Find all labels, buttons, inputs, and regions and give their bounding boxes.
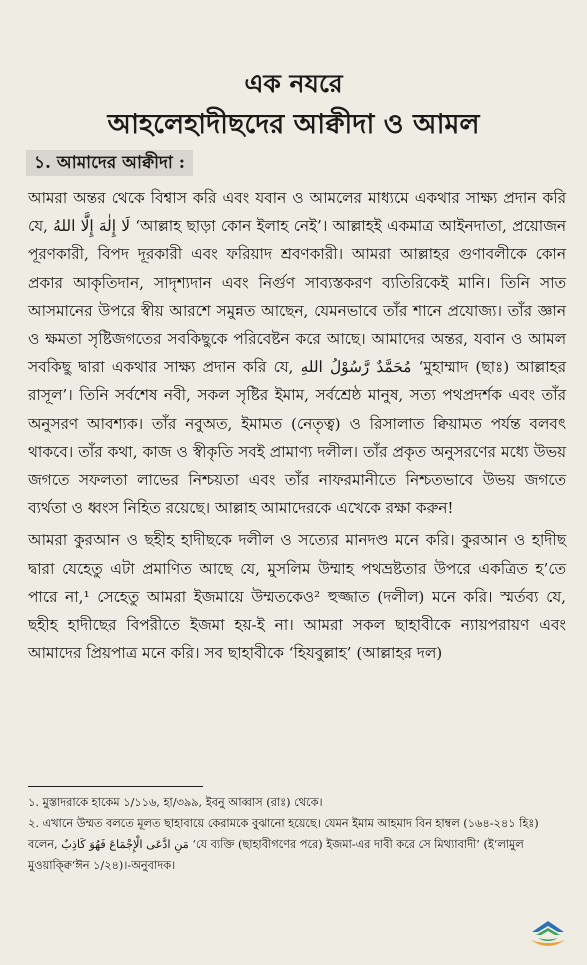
footnote: ২. এখানে উম্মত বলতে মূলত ছাহাবায়ে কেরামকে বুঝানো হয়েছে। যেমন ইমাম আহমাদ বিন হাম্বল (১৬৪-২৪১ হিঃ) বলেন, مَنِ ادَّعَى الْإِجْمَاعَ فَهُوَ كَاذِبٌ ‘যে ব্যক্তি (ছাহাবীগণের পরে) ইজমা-এর দাবী করে সে মিথ্যাবাদী’ (ই‘লামুল মুওয়াক্ক্বি‘ঈন ১/২৪)।-অনুবাদক। [28,817,539,872]
section-heading: ১. আমাদের আক্বীদা : [26,150,193,176]
footnote-divider [28,786,203,787]
page-subtitle: আহলেহাদীছদের আক্বীদা ও আমল [107,109,480,140]
publisher-logo-icon [528,918,568,950]
paragraph: আমরা কুরআন ও ছহীহ হাদীছকে দলীল ও সত্যের মানদণ্ড মনে করি। কুরআন ও হাদীছ দ্বারা যেহেতু এটা প্রমাণিত আছে যে, মুসলিম উম্মাহ পথভ্রষ্টতার উপরে একত্রিত হ’তে পারে না,¹ সেহেতু আমরা ইজমায়ে উম্মতকেও² হুজ্জাত (দলীল) মনে করি। স্মর্তব্য যে, ছহীহ হাদীছের বিপরীতে ইজমা হয়-ই না। আমরা সকল ছাহাবীকে ন্যায়পরায়ণ এবং আমাদের প্রিয়পাত্র মনে করি। সব ছাহাবীকে ‘হিযবুল্লাহ’ (আল্লাহর দল) [28,531,566,663]
page-title: এক নযরে [244,69,343,98]
body-text [28,184,566,671]
footnote: ১. মুস্তাদরাকে হাকেম ১/১১৬, হা/৩৯৯, ইবনু আব্বাস (রাঃ) থেকে। [28,796,323,809]
paragraph: আমরা অন্তর থেকে বিশ্বাস করি এবং যবান ও আমলের মাধ্যমে একথার সাক্ষ্য প্রদান করি যে, لَا إِلٰهَ إِلَّا اللهُ ‘আল্লাহ ছাড়া কোন ইলাহ নেই’। আল্লাহই একমাত্র আইনদাতা, প্রয়োজন পূরণকারী, বিপদ দূরকারী এবং ফরিয়াদ শ্রবণকারী। আমরা আল্লাহর গুণাবলীকে কোন প্রকার আকৃতিদান, সাদৃশ্যদান এবং নির্গুণ সাব্যস্তকরণ ব্যতিরিকেই মানি। তিনি সাত আসমানের উপরে স্বীয় আরশে সমুন্নত আছেন, যেমনভাবে তাঁর শানে প্রযোজ্য। তাঁর জ্ঞান ও ক্ষমতা সৃষ্টিজগতের সবকিছুকে পরিবেষ্টন করে আছে। আমাদের অন্তর, যবান ও আমল সবকিছু দ্বারা একথার সাক্ষ্য প্রদান করি যে, مُحَمَّدٌ رَّسُوْلُ اللهِ ‘মুহাম্মাদ (ছাঃ) আল্লাহর রাসূল’। তিনি সর্বশেষ নবী, সকল সৃষ্টির ইমাম, সর্বশ্রেষ্ঠ মানুষ, সত্য পথপ্রদর্শক এবং তাঁর অনুসরণ আবশ্যক। তাঁর নবুঅত, ইমামত (নেতৃত্ব) ও রিসালাত ক্বিয়ামত পর্যন্ত বলবৎ থাকবে। তাঁর কথা, কাজ ও স্বীকৃতি সবই প্রামাণ্য দলীল। তাঁর প্রকৃত অনুসরণের মধ্যে উভয় জগতে সফলতা লাভের নিশ্চয়তা এবং তাঁর নাফরমানীতে নিশ্চতভাবে উভয় জগতে ব্যর্থতা ও ধ্বংস নিহিত রয়েছে। আল্লাহ আমাদেরকে এখেকে রক্ষা করুন! [28,189,567,518]
footnotes [28,792,568,876]
